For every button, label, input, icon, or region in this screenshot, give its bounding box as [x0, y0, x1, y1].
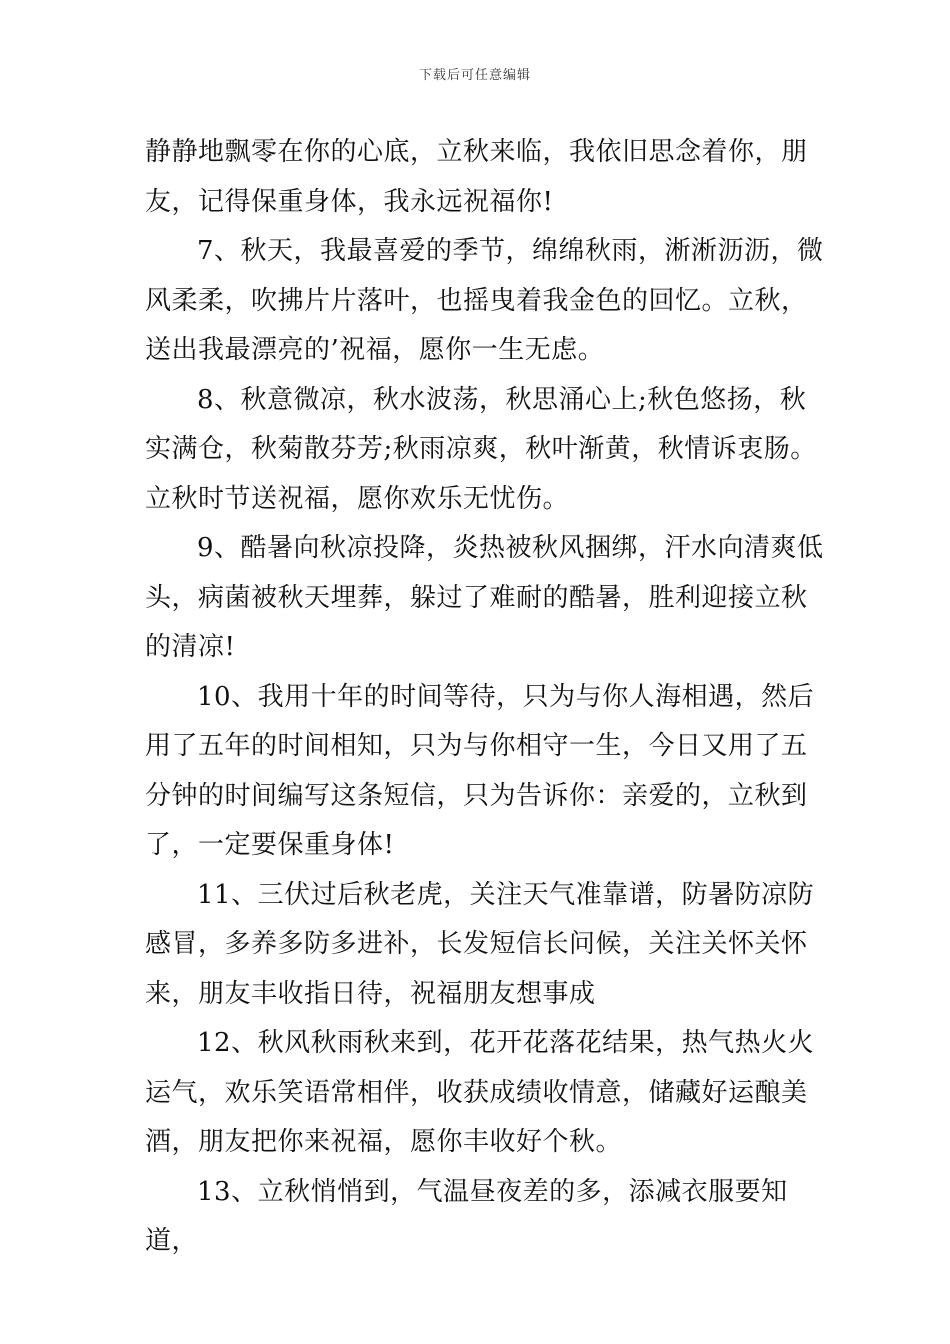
paragraph: 13、立秋悄悄到，气温昼夜差的多，添减衣服要知道， [145, 1176, 788, 1256]
paragraph: 7、秋天，我最喜爱的季节，绵绵秋雨，淅淅沥沥，微风柔柔，吹拂片片落叶，也摇曳着我金色的回忆。立秋，送出我最漂亮的’祝福，愿你一生无虑。 [145, 236, 824, 365]
document-body [145, 128, 825, 1267]
paragraph: 12、秋风秋雨秋来到，花开花落花结果，热气热火火运气，欢乐笑语常相伴，收获成绩收情意，储藏好运酿美酒，朋友把你来祝福，愿你丰收好个秋。 [145, 1028, 815, 1157]
paragraph: 11、三伏过后秋老虎，关注天气准靠谱，防暑防凉防感冒，多养多防多进补，长发短信长问候，关注关怀关怀来，朋友丰收指日待，祝福朋友想事成 [145, 879, 815, 1009]
paragraph: 8、秋意微凉，秋水波荡，秋思涌心上;秋色悠扬，秋实满仓，秋菊散芬芳;秋雨凉爽，秋叶渐黄，秋情诉衷肠。立秋时节送祝福，愿你欢乐无忧伤。 [145, 384, 817, 514]
paragraph: 9、酷暑向秋凉投降，炎热被秋风捆绑，汗水向清爽低头，病菌被秋天埋葬，躲过了难耐的酷暑，胜利迎接立秋的清凉! [145, 533, 824, 662]
paragraph: 静静地飘零在你的心底，立秋来临，我依旧思念着你，朋友，记得保重身体，我永远祝福你! [145, 137, 808, 217]
paragraph: 10、我用十年的时间等待，只为与你人海相遇，然后用了五年的时间相知，只为与你相守一生，今日又用了五分钟的时间编写这条短信，只为告诉你：亲爱的，立秋到了，一定要保重身体! [145, 681, 815, 860]
page-header: 下载后可任意编辑 [418, 68, 531, 83]
